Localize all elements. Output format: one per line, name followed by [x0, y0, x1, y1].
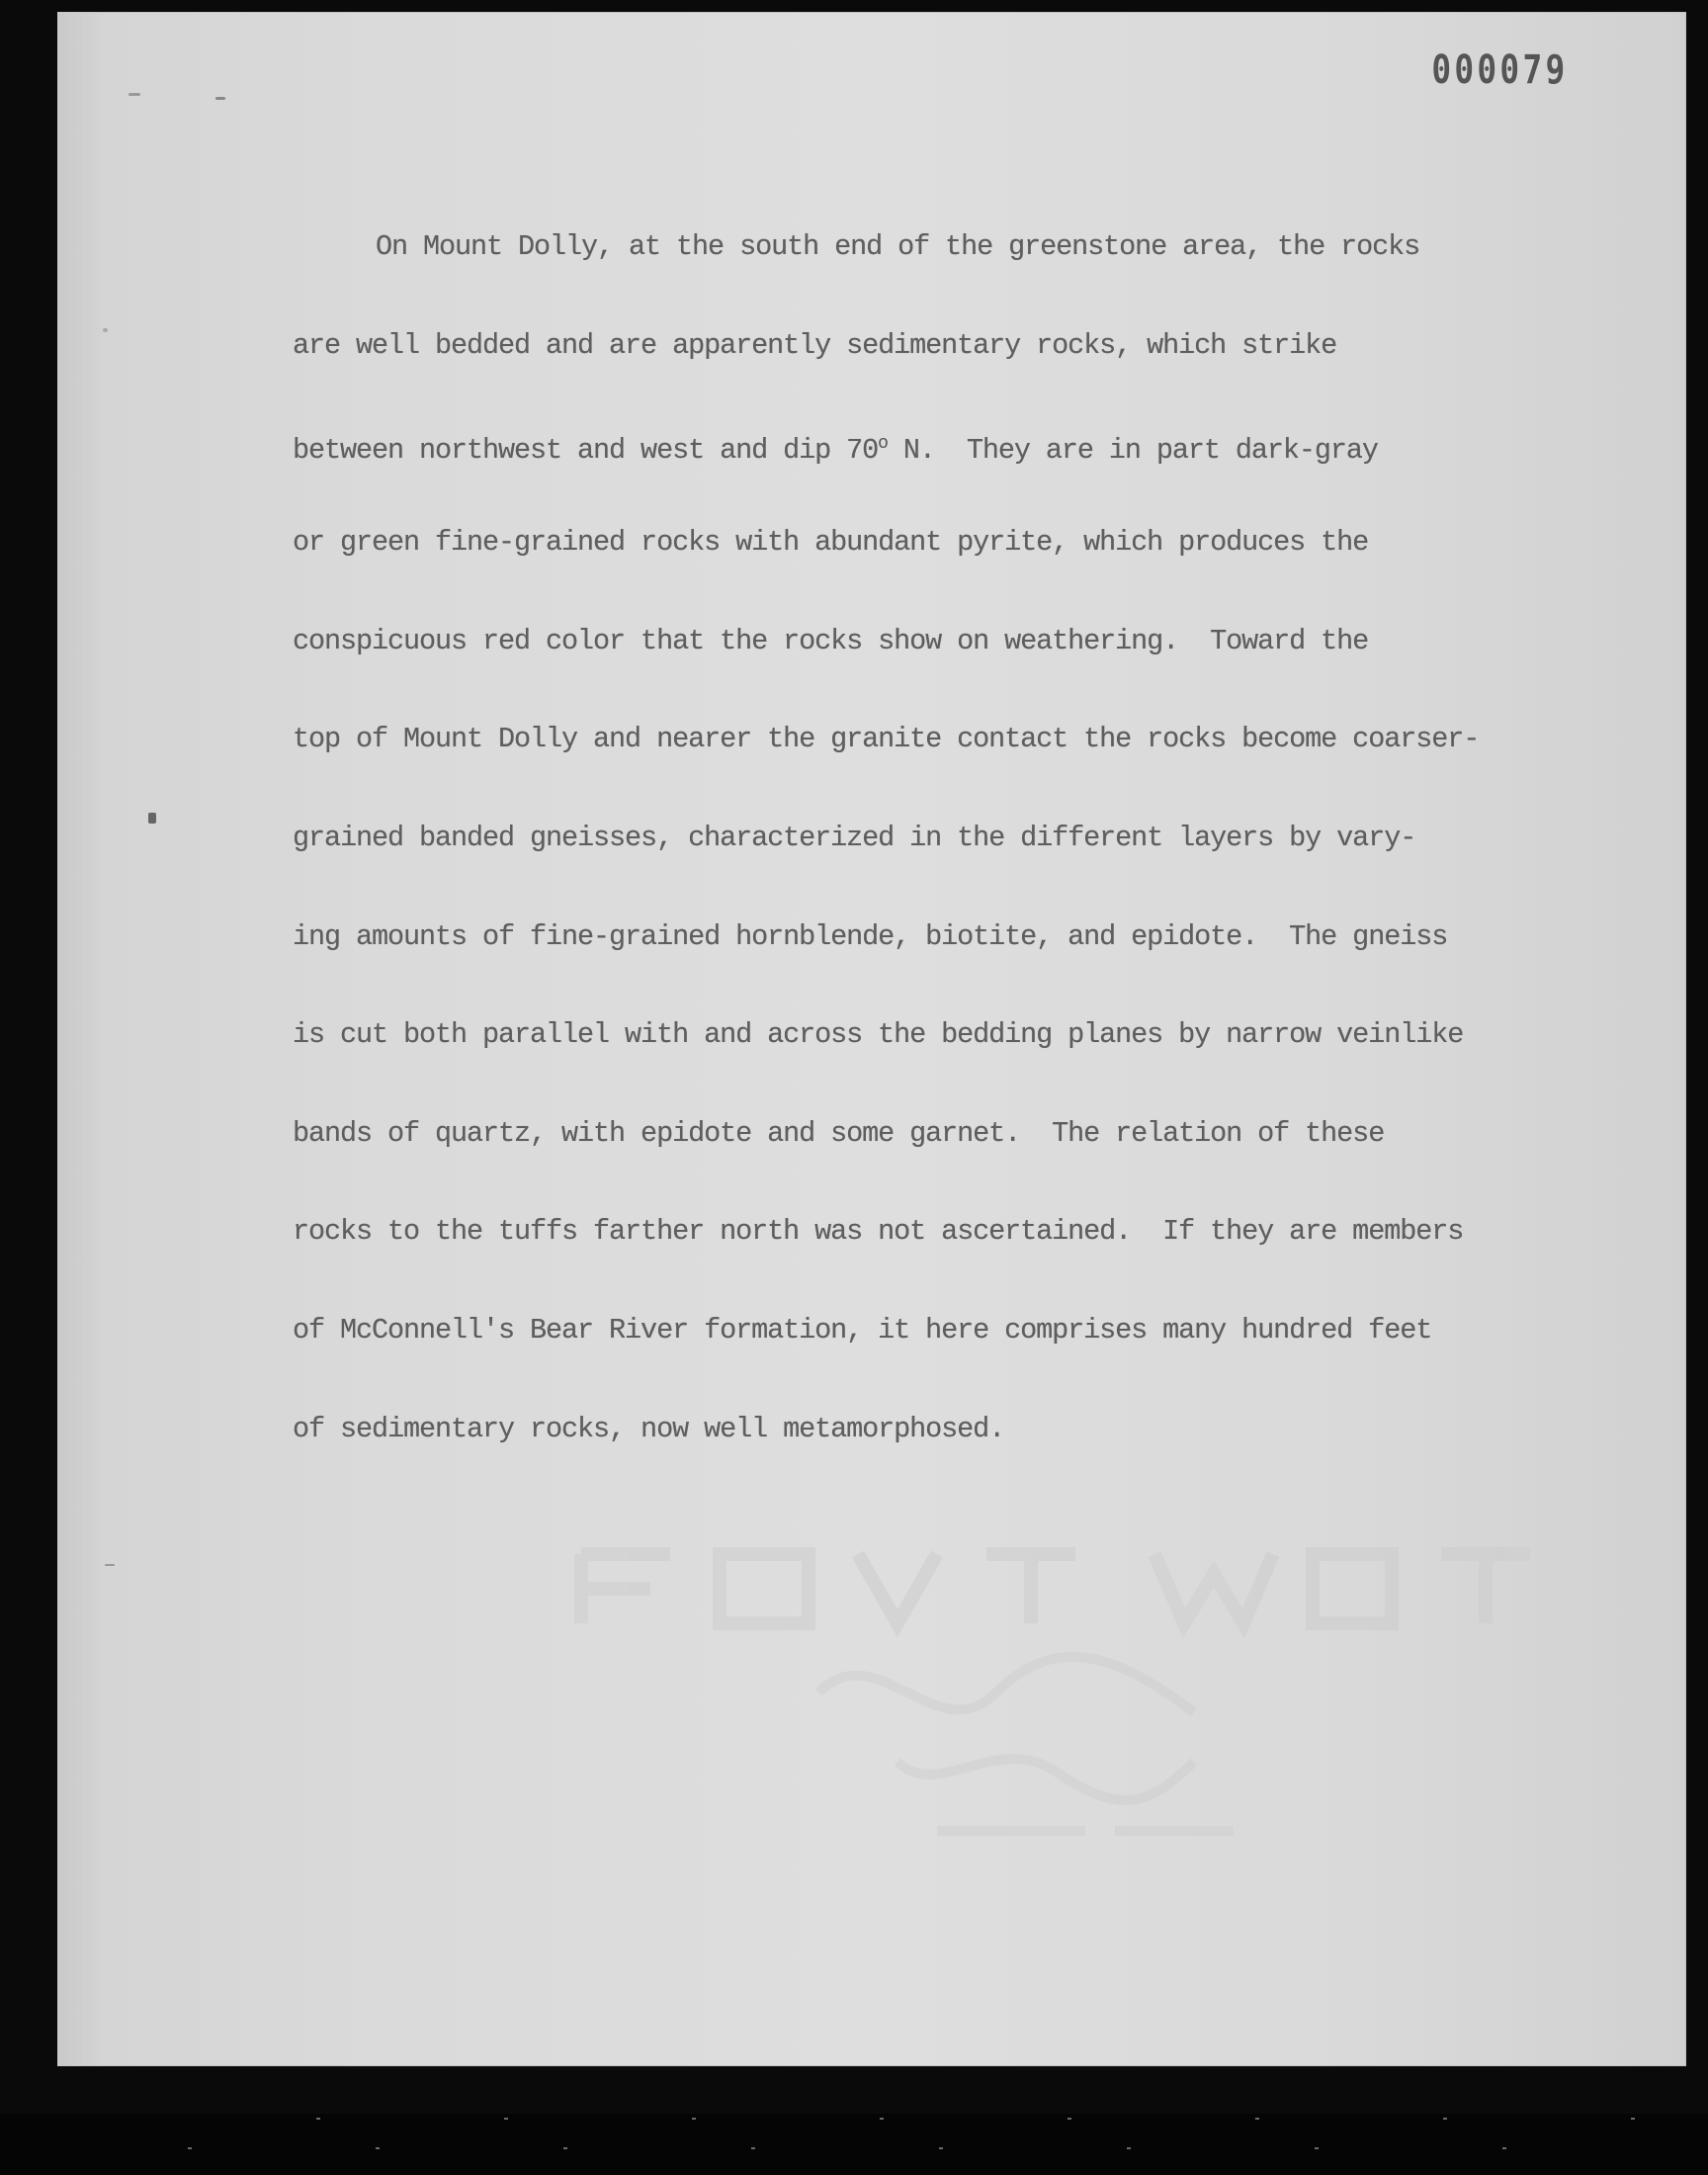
text-line: are well bedded and are apparently sedimentary rocks, which strike: [293, 329, 1337, 362]
bleed-through-marks: [522, 1515, 1649, 1930]
text-line: ing amounts of fine-grained hornblende, biotite, and epidote. The gneiss: [293, 919, 1448, 953]
page-number: 000079: [1430, 47, 1568, 93]
scanner-bottom-strip: [0, 2114, 1708, 2175]
text-line: rocks to the tuffs farther north was not ascertained. If they are members: [293, 1215, 1464, 1249]
text-line: On Mount Dolly, at the south end of the greenstone area, the rocks: [376, 230, 1420, 264]
scanned-page: [57, 12, 1686, 2066]
scan-speck: [105, 1564, 115, 1566]
scan-speck: [148, 813, 156, 824]
text-line: bands of quartz, with epidote and some garnet. The relation of these: [293, 1116, 1385, 1150]
text-line: is cut both parallel with and across the bedding planes by narrow veinlike: [293, 1018, 1464, 1052]
scan-speck: [103, 328, 108, 332]
scan-speck: [128, 93, 140, 96]
text-line: top of Mount Dolly and nearer the granite contact the rocks become coarser-: [293, 723, 1480, 756]
degree-superscript: o: [878, 433, 888, 454]
text-line: of sedimentary rocks, now well metamorphosed.: [293, 1412, 1005, 1445]
text-line: conspicuous red color that the rocks show on weathering. Toward the: [293, 624, 1369, 657]
text-line: between northwest and west and dip 70$^o$ N. They are in part dark-gray: [293, 433, 1378, 467]
text-line: grained banded gneisses, characterized in the different layers by vary-: [293, 821, 1416, 854]
scan-speck: [215, 97, 225, 100]
text-line: of McConnell's Bear River formation, it here comprises many hundred feet: [293, 1313, 1432, 1347]
text-line: or green fine-grained rocks with abundant pyrite, which produces the: [293, 526, 1369, 560]
body-paragraph: [293, 165, 1607, 1511]
